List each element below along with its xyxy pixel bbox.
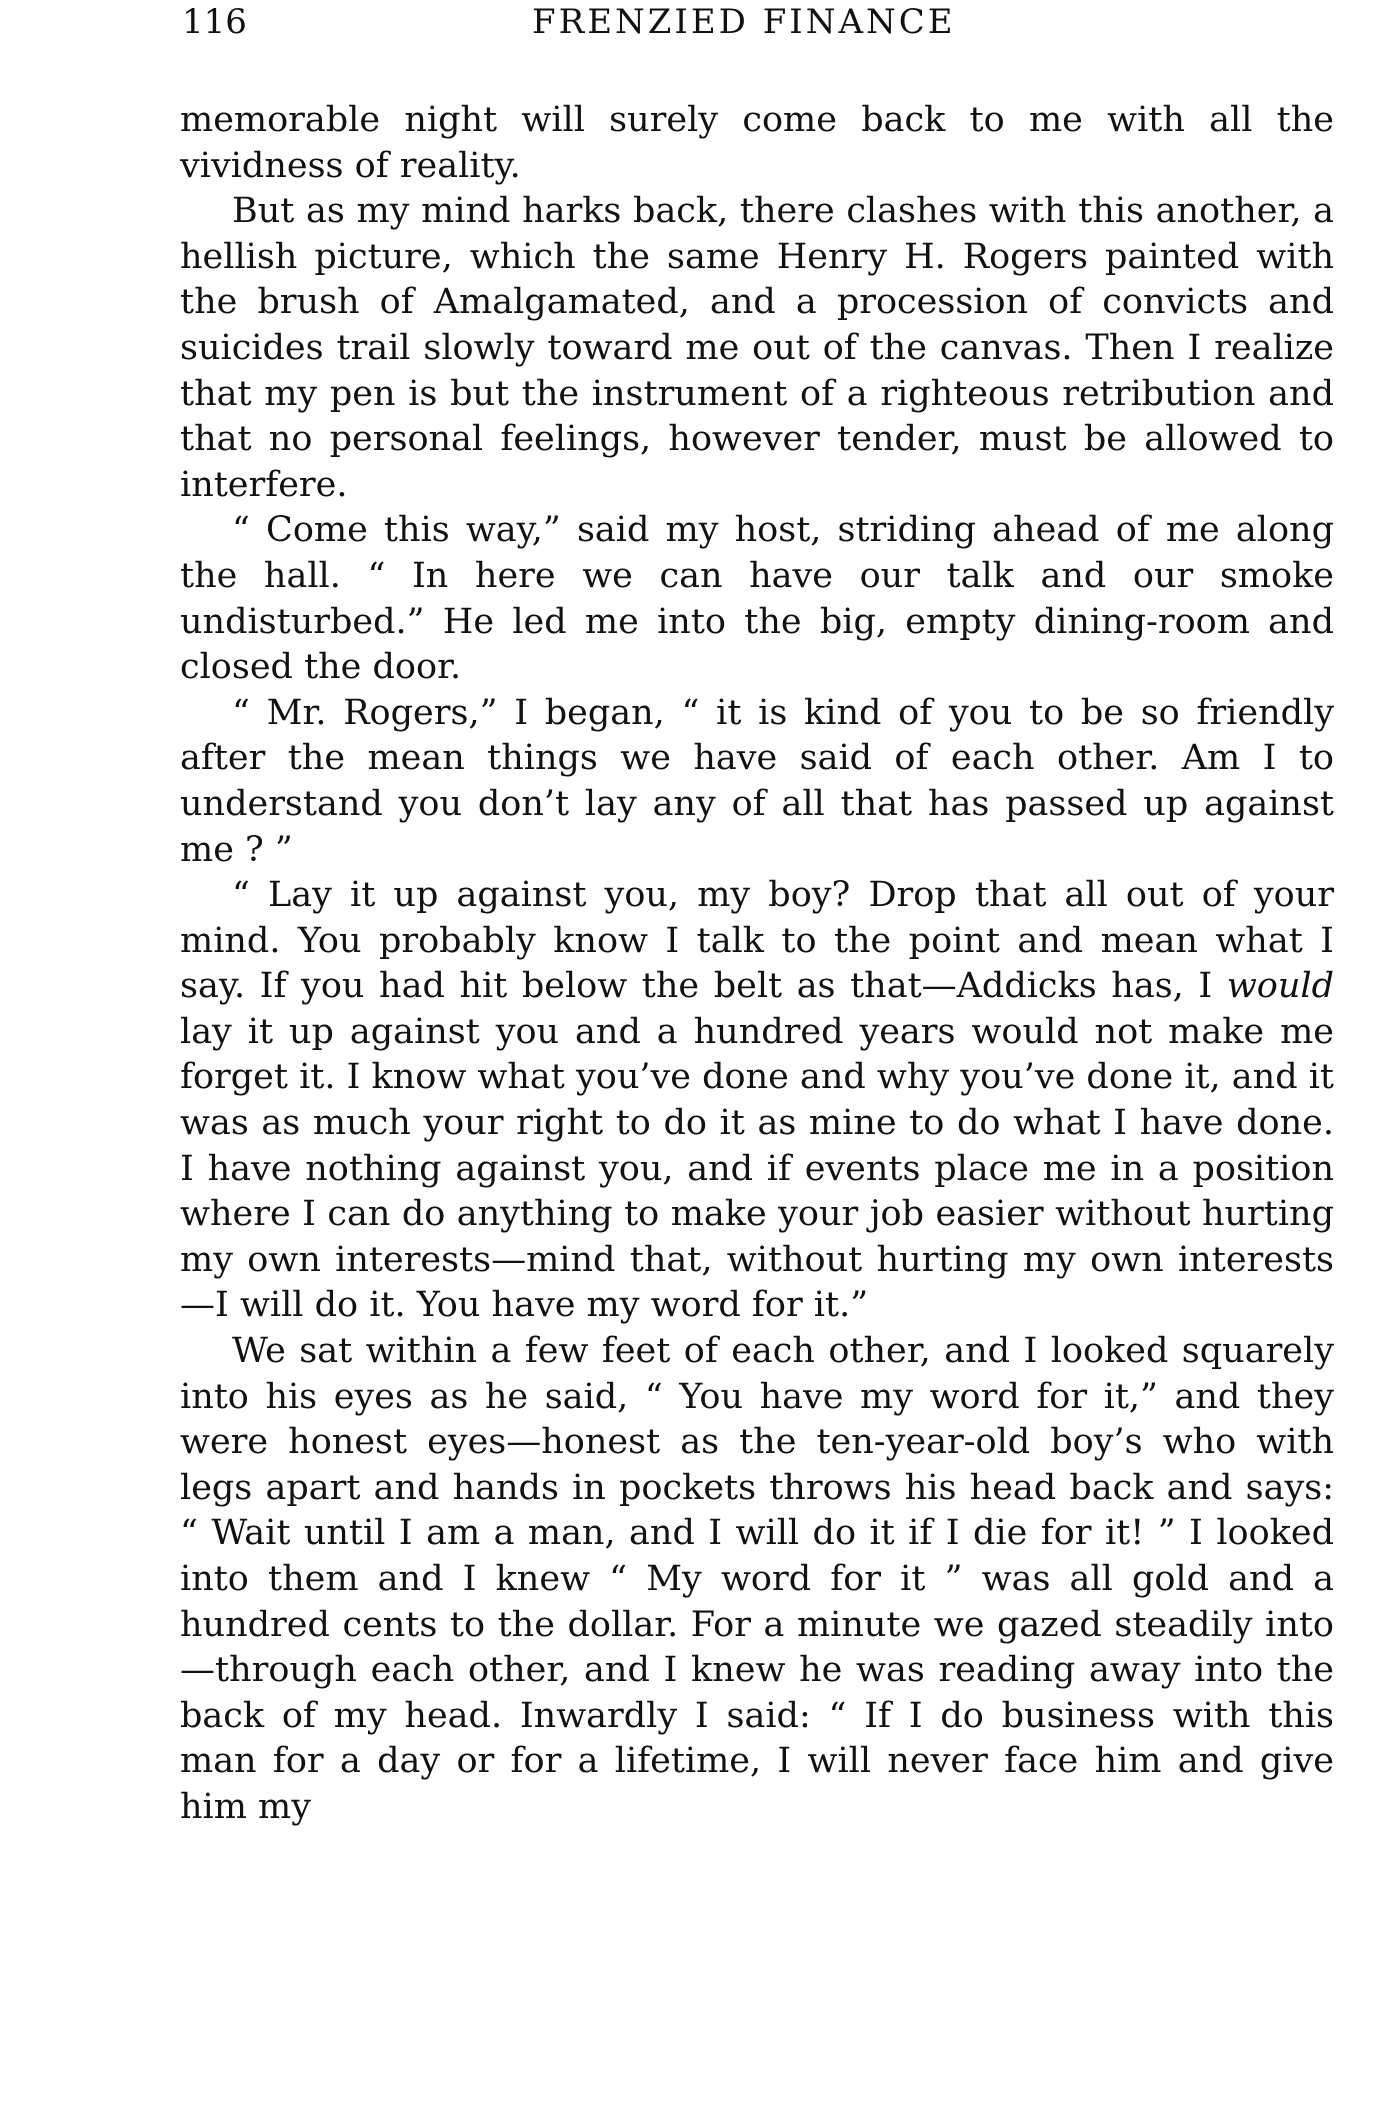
paragraph-5-part-2: lay it up against you and a hundred years would not make me forget it. I know what you’ve done and why you’ve done it, and it was as much your right to do it as mine to do what I have done. I have nothing against you, and if events place me in a position where I can do anything to make your job easier without hurting my own interests—mind that, without hurting my own interests—I will do it. You have my word for it.” — [180, 1011, 1334, 1326]
paragraph-6: We sat within a few feet of each other, and I looked squarely into his eyes as he said, “ You have my word for it,” and they were honest eyes—honest as the ten-year-old boy’s who with legs apart and hands in pockets throws his head back and says: “ Wait until I am a man, and I will do it if I die for it! ” I looked into them and I knew “ My word for it ” was all gold and a hundred cents to the dollar. For a minute we gazed steadily into—through each other, and I knew he was reading away into the back of my head. Inwardly I said: “ If I do business with this man for a day or for a lifetime, I will never face him and give him my — [180, 1331, 1334, 1827]
page-header — [182, 2, 1332, 42]
body-text — [180, 98, 1334, 1831]
paragraph-1: memorable night will surely come back to me with all the vividness of reality. — [180, 100, 1334, 186]
paragraph-5-part-1: “ Lay it up against you, my boy? Drop that all out of your mind. You probably know I talk to the point and mean what I say. If you had hit below the belt as that—Addicks has, I — [180, 875, 1334, 1007]
emphasized-word: would — [1226, 966, 1334, 1007]
page-number: 116 — [182, 2, 247, 42]
paragraph-3: “ Come this way,” said my host, striding ahead of me along the hall. “ In here we can have our talk and our smoke undisturbed.” He led me into the big, empty dining-room and closed the door. — [180, 510, 1334, 688]
paragraph-4: “ Mr. Rogers,” I began, “ it is kind of you to be so friendly after the mean things we have said of each other. Am I to understand you don’t lay any of all that has passed up against me ? ” — [180, 692, 1334, 870]
paragraph-2: But as my mind harks back, there clashes with this another, a hellish picture, which the same Henry H. Rogers painted with the brush of Amalgamated, and a procession of convicts and suicides trail slowly toward me out of the canvas. Then I realize that my pen is but the instrument of a righteous retribution and that no personal feelings, however tender, must be allowed to interfere. — [180, 191, 1334, 505]
running-title: FRENZIED FINANCE — [532, 2, 956, 42]
paragraph-5 — [180, 873, 1334, 1329]
